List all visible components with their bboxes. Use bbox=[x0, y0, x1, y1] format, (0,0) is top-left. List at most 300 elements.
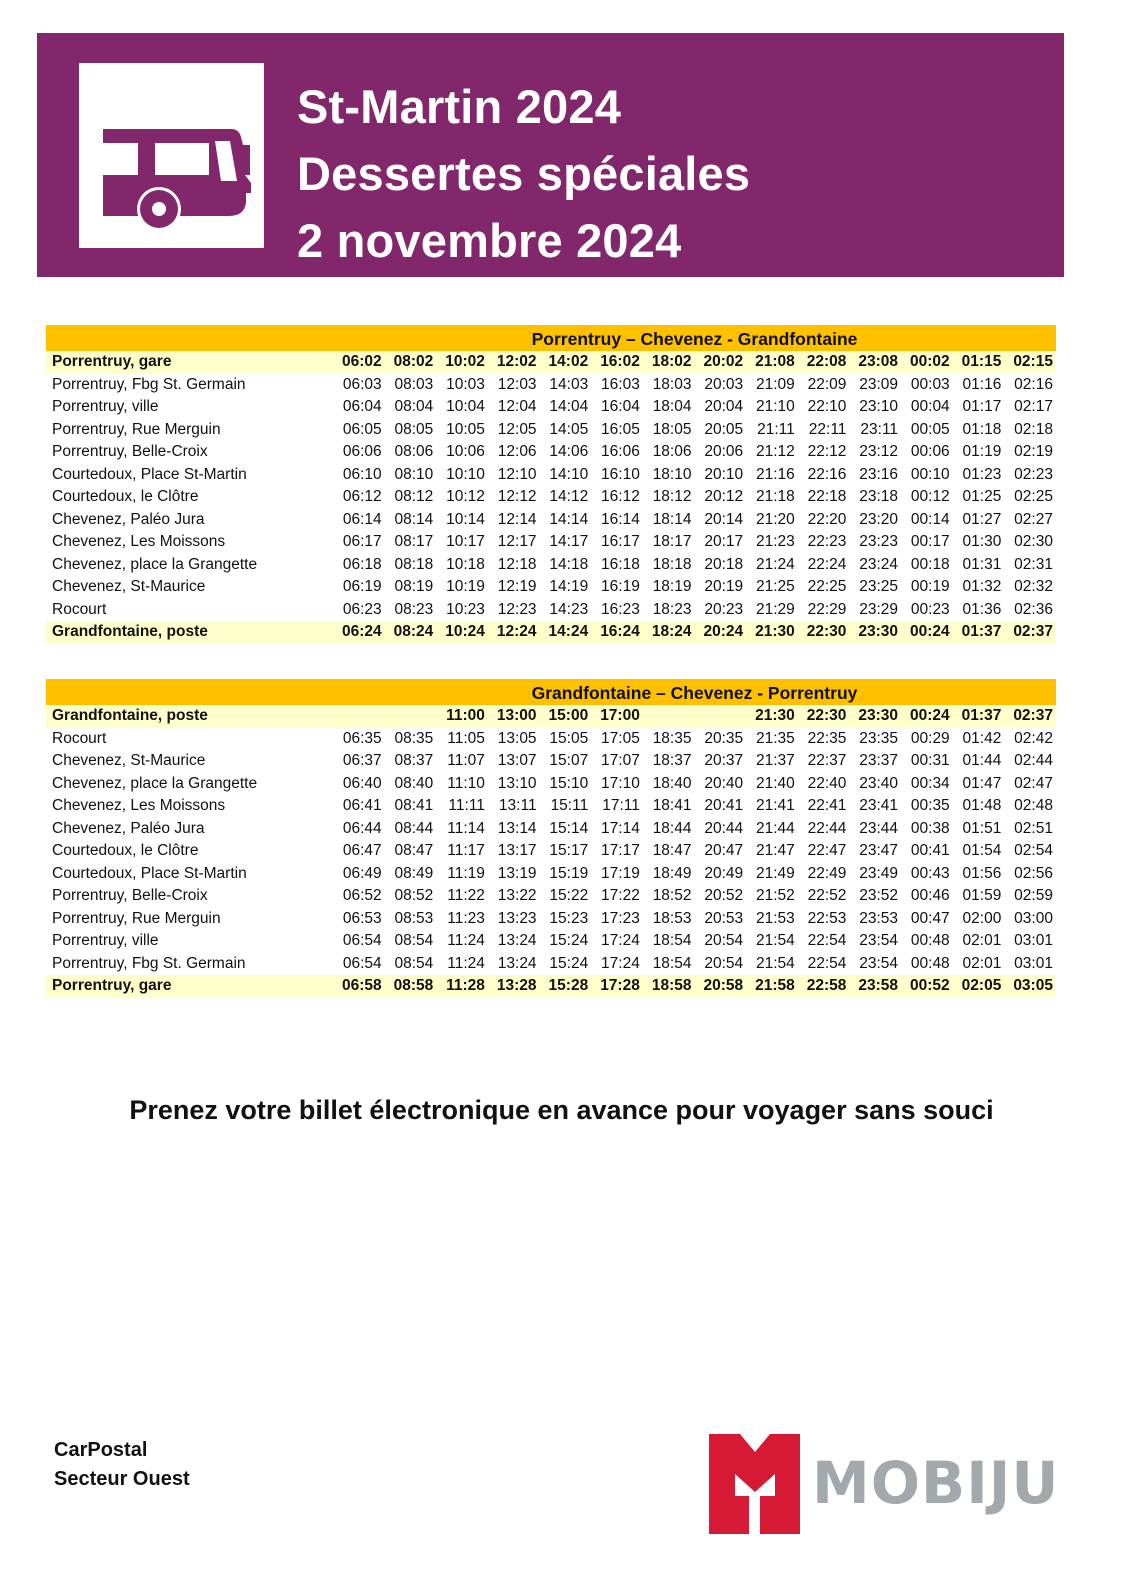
stop-name: Chevenez, St-Maurice bbox=[52, 752, 206, 769]
departure-time: 03:01 bbox=[1014, 954, 1053, 972]
departure-time: 21:54 bbox=[755, 932, 795, 949]
departure-time: 01:17 bbox=[962, 398, 1002, 415]
departure-time: 02:36 bbox=[1014, 600, 1053, 618]
stop-name: Chevenez, Les Moissons bbox=[52, 797, 226, 814]
departure-time: 18:02 bbox=[651, 353, 692, 370]
departure-time: 00:04 bbox=[910, 398, 950, 415]
departure-time: 18:19 bbox=[652, 578, 692, 595]
departure-time: 12:02 bbox=[496, 353, 537, 370]
departure-time: 06:54 bbox=[342, 932, 382, 949]
departure-time: 21:12 bbox=[755, 443, 795, 460]
departure-time: 12:19 bbox=[497, 578, 537, 595]
departure-time: 01:32 bbox=[962, 578, 1002, 595]
departure-time: 02:01 bbox=[962, 954, 1002, 972]
departure-time: 20:37 bbox=[704, 752, 744, 769]
stop-name: Courtedoux, Place St-Martin bbox=[52, 465, 247, 483]
departure-time: 17:23 bbox=[601, 909, 640, 927]
departure-time: 00:34 bbox=[910, 774, 950, 792]
departure-time: 08:10 bbox=[394, 465, 434, 483]
departure-time: 03:05 bbox=[1013, 977, 1053, 994]
departure-time: 23:25 bbox=[859, 578, 899, 595]
departure-time: 20:04 bbox=[704, 398, 744, 415]
departure-time: 22:10 bbox=[807, 398, 847, 415]
departure-time: 20:12 bbox=[704, 488, 744, 505]
departure-time: 02:37 bbox=[1013, 707, 1053, 724]
departure-time: 20:18 bbox=[704, 555, 744, 573]
departure-time: 08:52 bbox=[394, 887, 434, 904]
departure-time: 20:35 bbox=[704, 729, 744, 747]
departure-time: 18:53 bbox=[652, 909, 692, 927]
departure-time: 02:15 bbox=[1013, 353, 1053, 370]
departure-time: 23:16 bbox=[859, 465, 899, 483]
departure-time: 22:16 bbox=[807, 465, 847, 483]
departure-time: 00:19 bbox=[910, 578, 950, 595]
timetable-row bbox=[46, 509, 1056, 532]
departure-time: 00:38 bbox=[910, 819, 950, 837]
departure-time: 08:58 bbox=[393, 977, 434, 994]
departure-time: 23:09 bbox=[859, 375, 899, 393]
departure-time: 15:05 bbox=[549, 729, 589, 747]
departure-time: 13:00 bbox=[496, 707, 537, 724]
departure-time: 08:49 bbox=[394, 864, 434, 882]
departure-time: 11:17 bbox=[447, 842, 485, 859]
stop-name: Porrentruy, Fbg St. Germain bbox=[52, 954, 246, 972]
departure-time: 02:27 bbox=[1014, 510, 1053, 528]
departure-time: 21:16 bbox=[755, 465, 795, 483]
departure-time: 17:10 bbox=[601, 774, 640, 792]
departure-time: 21:53 bbox=[755, 909, 795, 927]
departure-time: 06:41 bbox=[342, 797, 382, 814]
operator-info bbox=[54, 1436, 190, 1494]
departure-time: 20:49 bbox=[704, 864, 744, 882]
departure-time: 22:23 bbox=[807, 533, 847, 550]
departure-time: 18:35 bbox=[652, 729, 692, 747]
departure-time: 14:19 bbox=[549, 578, 589, 595]
departure-time: 17:17 bbox=[601, 842, 640, 859]
timetable-row bbox=[46, 930, 1056, 953]
departure-time: 01:56 bbox=[962, 864, 1002, 882]
departure-time: 14:06 bbox=[549, 443, 589, 460]
departure-time: 08:23 bbox=[394, 600, 434, 618]
departure-time: 14:24 bbox=[548, 623, 589, 640]
departure-time: 21:20 bbox=[755, 510, 795, 528]
departure-time: 10:04 bbox=[446, 398, 485, 415]
departure-time: 22:47 bbox=[807, 842, 847, 859]
departure-time: 08:53 bbox=[394, 909, 434, 927]
departure-time: 16:24 bbox=[600, 623, 640, 640]
departure-time: 21:58 bbox=[755, 977, 795, 994]
departure-time: 06:49 bbox=[342, 864, 382, 882]
departure-time: 08:40 bbox=[394, 774, 434, 792]
timetable-return bbox=[46, 679, 1056, 998]
departure-time: 23:53 bbox=[859, 909, 899, 927]
departure-time: 02:19 bbox=[1014, 443, 1053, 460]
departure-time: 10:03 bbox=[446, 375, 485, 393]
stop-name: Porrentruy, ville bbox=[52, 398, 159, 415]
departure-time: 06:04 bbox=[342, 398, 382, 415]
departure-time: 20:47 bbox=[704, 842, 744, 859]
departure-time: 20:53 bbox=[704, 909, 744, 927]
departure-time: 23:08 bbox=[858, 353, 899, 370]
departure-time: 20:17 bbox=[704, 533, 744, 550]
departure-time: 21:29 bbox=[755, 600, 795, 618]
departure-time: 17:11 bbox=[602, 797, 640, 814]
departure-time: 23:30 bbox=[858, 707, 899, 724]
departure-time: 16:19 bbox=[601, 578, 640, 595]
departure-time: 22:12 bbox=[807, 443, 847, 460]
departure-time: 15:17 bbox=[549, 842, 589, 859]
departure-time: 23:44 bbox=[859, 819, 899, 837]
departure-time: 12:23 bbox=[497, 600, 537, 618]
stop-name: Chevenez, place la Grangette bbox=[52, 555, 258, 573]
departure-time: 21:37 bbox=[755, 752, 795, 769]
bus-icon-box bbox=[79, 63, 264, 248]
departure-time: 18:03 bbox=[652, 375, 692, 393]
departure-time: 02:37 bbox=[1013, 623, 1053, 640]
timetable-title: Porrentruy – Chevenez - Grandfontaine bbox=[46, 325, 1056, 351]
departure-time: 18:41 bbox=[652, 797, 692, 814]
departure-time: 14:18 bbox=[549, 555, 589, 573]
departure-time: 22:44 bbox=[807, 819, 847, 837]
departure-time: 02:51 bbox=[1014, 819, 1053, 837]
departure-time: 12:12 bbox=[497, 488, 537, 505]
departure-time: 23:10 bbox=[859, 398, 899, 415]
departure-time: 01:37 bbox=[961, 707, 1002, 724]
departure-time: 11:11 bbox=[448, 797, 485, 814]
departure-time: 02:31 bbox=[1014, 555, 1053, 573]
departure-time: 22:29 bbox=[807, 600, 847, 618]
departure-time: 20:02 bbox=[703, 353, 744, 370]
departure-time: 16:17 bbox=[601, 533, 640, 550]
stop-name: Chevenez, Paléo Jura bbox=[52, 819, 205, 837]
departure-time: 12:18 bbox=[497, 555, 537, 573]
title-line-1: St-Martin 2024 bbox=[297, 80, 622, 133]
promo-message: Prenez votre billet électronique en avance pour voyager sans souci bbox=[129, 1095, 994, 1125]
departure-time: 22:08 bbox=[806, 353, 847, 370]
departure-time: 11:05 bbox=[447, 729, 485, 747]
departure-time: 01:18 bbox=[962, 420, 1002, 438]
departure-time: 22:25 bbox=[807, 578, 847, 595]
stop-name: Grandfontaine, poste bbox=[52, 623, 208, 640]
departure-time: 21:40 bbox=[755, 774, 795, 792]
departure-time: 08:35 bbox=[394, 729, 434, 747]
departure-time: 08:47 bbox=[394, 842, 434, 859]
departure-time: 06:52 bbox=[342, 887, 382, 904]
stop-name: Porrentruy, gare bbox=[52, 977, 172, 994]
departure-time: 23:40 bbox=[859, 774, 899, 792]
departure-time: 10:05 bbox=[446, 420, 485, 438]
departure-time: 06:37 bbox=[342, 752, 382, 769]
timetable-row bbox=[46, 975, 1056, 998]
departure-time: 16:23 bbox=[601, 600, 640, 618]
timetable-row bbox=[46, 773, 1056, 796]
departure-time: 01:47 bbox=[962, 774, 1002, 792]
departure-time: 08:19 bbox=[394, 578, 434, 595]
departure-time: 17:24 bbox=[601, 932, 640, 949]
departure-time: 12:05 bbox=[497, 420, 537, 438]
departure-time: 08:02 bbox=[393, 353, 434, 370]
departure-time: 22:54 bbox=[807, 954, 847, 972]
mobiju-m-logo-icon bbox=[700, 1434, 800, 1534]
departure-time: 00:46 bbox=[910, 887, 950, 904]
stop-name: Porrentruy, Rue Merguin bbox=[52, 420, 221, 438]
timetable-row bbox=[46, 840, 1056, 863]
departure-time: 02:48 bbox=[1014, 797, 1053, 814]
departure-time: 14:10 bbox=[549, 465, 589, 483]
departure-time: 13:10 bbox=[497, 774, 537, 792]
departure-time: 08:37 bbox=[394, 752, 434, 769]
departure-time: 10:14 bbox=[446, 510, 485, 528]
departure-time: 01:15 bbox=[961, 353, 1002, 370]
departure-time: 10:12 bbox=[446, 488, 485, 505]
title-line-3: 2 novembre 2024 bbox=[297, 214, 682, 267]
departure-time: 08:03 bbox=[394, 375, 434, 393]
departure-time: 13:14 bbox=[497, 819, 537, 837]
departure-time: 06:14 bbox=[342, 510, 382, 528]
departure-time: 21:35 bbox=[755, 729, 795, 747]
departure-time: 18:12 bbox=[652, 488, 692, 505]
departure-time: 01:19 bbox=[962, 443, 1002, 460]
departure-time: 02:44 bbox=[1014, 752, 1053, 769]
departure-time: 13:24 bbox=[497, 932, 537, 949]
departure-time: 14:02 bbox=[548, 353, 589, 370]
operator-name: CarPostal bbox=[54, 1439, 148, 1461]
departure-time: 21:18 bbox=[755, 488, 795, 505]
departure-time: 02:16 bbox=[1014, 375, 1053, 393]
departure-time: 01:23 bbox=[962, 465, 1002, 483]
departure-time: 03:00 bbox=[1014, 909, 1053, 927]
departure-time: 13:05 bbox=[497, 729, 537, 747]
departure-time: 16:18 bbox=[601, 555, 640, 573]
timetable-outbound bbox=[46, 325, 1056, 644]
departure-time: 00:18 bbox=[910, 555, 950, 573]
departure-time: 20:05 bbox=[704, 420, 744, 438]
departure-time: 21:44 bbox=[755, 819, 795, 837]
departure-time: 18:04 bbox=[652, 398, 692, 415]
stop-name: Porrentruy, Rue Merguin bbox=[52, 909, 221, 927]
departure-time: 23:24 bbox=[859, 555, 899, 573]
departure-time: 12:04 bbox=[497, 398, 537, 415]
departure-time: 20:14 bbox=[704, 510, 744, 528]
departure-time: 14:04 bbox=[549, 398, 589, 415]
departure-time: 15:07 bbox=[549, 752, 589, 769]
departure-time: 14:23 bbox=[549, 600, 589, 618]
departure-time: 06:05 bbox=[342, 420, 382, 438]
departure-time: 03:01 bbox=[1014, 932, 1053, 949]
departure-time: 23:54 bbox=[859, 954, 899, 972]
stop-name: Porrentruy, gare bbox=[52, 353, 172, 370]
departure-time: 22:37 bbox=[807, 752, 847, 769]
departure-time: 00:31 bbox=[910, 752, 950, 769]
departure-time: 16:02 bbox=[600, 353, 640, 370]
departure-time: 11:10 bbox=[447, 774, 485, 792]
departure-time: 00:52 bbox=[910, 977, 950, 994]
departure-time: 15:00 bbox=[548, 707, 589, 724]
departure-time: 11:00 bbox=[446, 707, 485, 724]
title-line-2: Dessertes spéciales bbox=[297, 147, 751, 200]
departure-time: 23:54 bbox=[859, 932, 899, 949]
departure-time: 06:19 bbox=[342, 578, 382, 595]
departure-time: 15:24 bbox=[549, 932, 589, 949]
timetable-row bbox=[46, 396, 1056, 419]
stop-name: Rocourt bbox=[52, 729, 107, 747]
departure-time: 17:07 bbox=[601, 752, 640, 769]
departure-time: 11:19 bbox=[447, 864, 485, 882]
departure-time: 01:27 bbox=[962, 510, 1002, 528]
departure-time: 06:53 bbox=[342, 909, 382, 927]
departure-time bbox=[694, 705, 746, 728]
departure-time: 13:24 bbox=[497, 954, 537, 972]
departure-time: 21:54 bbox=[755, 954, 795, 972]
departure-time: 18:54 bbox=[652, 932, 692, 949]
departure-time: 06:40 bbox=[342, 774, 382, 792]
departure-time: 23:30 bbox=[858, 623, 899, 640]
departure-time: 23:23 bbox=[859, 533, 899, 550]
departure-time: 01:31 bbox=[962, 555, 1002, 573]
stop-name: Porrentruy, Belle-Croix bbox=[52, 887, 208, 904]
departure-time: 22:20 bbox=[807, 510, 847, 528]
departure-time: 02:17 bbox=[1014, 398, 1053, 415]
departure-time: 08:41 bbox=[394, 797, 434, 814]
stop-name: Courtedoux, Place St-Martin bbox=[52, 864, 247, 882]
departure-time: 23:37 bbox=[859, 752, 899, 769]
departure-time: 23:18 bbox=[859, 488, 899, 505]
departure-time: 08:04 bbox=[394, 398, 434, 415]
departure-time: 22:40 bbox=[807, 774, 847, 792]
departure-time: 22:52 bbox=[807, 887, 847, 904]
departure-time: 11:28 bbox=[446, 977, 485, 994]
departure-time: 10:17 bbox=[446, 533, 485, 550]
departure-time: 20:52 bbox=[704, 887, 744, 904]
departure-time: 08:54 bbox=[394, 932, 434, 949]
departure-time: 06:44 bbox=[342, 819, 382, 837]
departure-time: 08:18 bbox=[394, 555, 434, 573]
departure-time: 17:14 bbox=[601, 819, 640, 837]
departure-time: 13:07 bbox=[497, 752, 537, 769]
departure-time: 17:24 bbox=[601, 954, 640, 972]
departure-time: 23:11 bbox=[860, 420, 899, 438]
departure-time: 15:28 bbox=[548, 977, 589, 994]
departure-time: 21:52 bbox=[755, 887, 795, 904]
timetable-row bbox=[46, 705, 1056, 728]
timetable-title: Grandfontaine – Chevenez - Porrentruy bbox=[46, 679, 1056, 705]
departure-time: 12:17 bbox=[497, 533, 537, 550]
departure-time: 23:58 bbox=[858, 977, 899, 994]
departure-time: 10:18 bbox=[446, 555, 485, 573]
departure-time: 20:44 bbox=[704, 819, 744, 837]
departure-time: 22:24 bbox=[807, 555, 847, 573]
timetable-row bbox=[46, 351, 1056, 374]
timetable-row bbox=[46, 818, 1056, 841]
departure-time: 10:06 bbox=[446, 443, 485, 460]
page-title bbox=[297, 73, 750, 274]
departure-time: 21:23 bbox=[755, 533, 795, 550]
departure-time: 12:06 bbox=[497, 443, 537, 460]
departure-time: 12:10 bbox=[497, 465, 537, 483]
departure-time: 02:56 bbox=[1014, 864, 1053, 882]
stop-name: Courtedoux, le Clôtre bbox=[52, 842, 199, 859]
departure-time: 06:03 bbox=[342, 375, 382, 393]
departure-time: 02:23 bbox=[1014, 465, 1053, 483]
departure-time: 22:53 bbox=[807, 909, 847, 927]
departure-time: 06:24 bbox=[341, 623, 382, 640]
departure-time: 17:28 bbox=[600, 977, 640, 994]
departure-time: 15:24 bbox=[549, 954, 589, 972]
mobiju-logo bbox=[700, 1434, 1070, 1534]
departure-time: 08:17 bbox=[394, 533, 434, 550]
departure-time: 10:02 bbox=[445, 353, 485, 370]
departure-time: 22:30 bbox=[806, 623, 847, 640]
departure-time: 14:03 bbox=[549, 375, 589, 393]
departure-time: 13:22 bbox=[497, 887, 537, 904]
departure-time: 21:11 bbox=[757, 420, 795, 438]
departure-time: 17:22 bbox=[601, 887, 640, 904]
departure-time: 20:23 bbox=[704, 600, 744, 618]
departure-time: 18:17 bbox=[652, 533, 692, 550]
departure-time: 18:24 bbox=[651, 623, 692, 640]
departure-time: 00:41 bbox=[910, 842, 950, 859]
departure-time: 18:37 bbox=[652, 752, 692, 769]
timetable-row bbox=[46, 554, 1056, 577]
stop-name: Courtedoux, le Clôtre bbox=[52, 488, 199, 505]
departure-time: 00:02 bbox=[910, 353, 950, 370]
stop-name: Chevenez, St-Maurice bbox=[52, 578, 206, 595]
departure-time: 06:18 bbox=[342, 555, 382, 573]
departure-time: 06:35 bbox=[342, 729, 382, 747]
departure-time: 23:20 bbox=[859, 510, 899, 528]
departure-time: 06:06 bbox=[342, 443, 382, 460]
departure-time: 06:10 bbox=[342, 465, 382, 483]
departure-time: 02:54 bbox=[1014, 842, 1053, 859]
departure-time: 16:06 bbox=[601, 443, 640, 460]
departure-time: 23:29 bbox=[859, 600, 899, 618]
timetable-row bbox=[46, 599, 1056, 622]
departure-time: 08:44 bbox=[394, 819, 434, 837]
departure-time: 00:17 bbox=[910, 533, 950, 550]
departure-time: 14:17 bbox=[549, 533, 589, 550]
departure-time: 00:23 bbox=[910, 600, 950, 618]
bus-icon bbox=[79, 63, 264, 248]
stop-name: Rocourt bbox=[52, 600, 107, 618]
departure-time: 16:14 bbox=[601, 510, 640, 528]
departure-time: 06:47 bbox=[342, 842, 382, 859]
departure-time: 18:40 bbox=[652, 774, 692, 792]
timetable-row bbox=[46, 621, 1056, 644]
timetable-row bbox=[46, 531, 1056, 554]
timetable-row bbox=[46, 750, 1056, 773]
departure-time: 22:11 bbox=[808, 420, 847, 438]
departure-time: 18:23 bbox=[652, 600, 692, 618]
departure-time: 01:54 bbox=[962, 842, 1002, 859]
departure-time: 08:06 bbox=[394, 443, 434, 460]
departure-time: 21:10 bbox=[755, 398, 795, 415]
departure-time: 18:52 bbox=[652, 887, 692, 904]
timetable-row bbox=[46, 374, 1056, 397]
departure-time: 12:24 bbox=[496, 623, 537, 640]
departure-time: 21:47 bbox=[755, 842, 795, 859]
departure-time: 08:05 bbox=[394, 420, 434, 438]
departure-time: 20:40 bbox=[704, 774, 744, 792]
departure-time: 20:19 bbox=[704, 578, 744, 595]
departure-time: 21:24 bbox=[755, 555, 795, 573]
departure-time: 11:23 bbox=[447, 909, 485, 927]
departure-time: 18:54 bbox=[652, 954, 692, 972]
departure-time: 00:24 bbox=[910, 623, 950, 640]
departure-time: 20:54 bbox=[704, 932, 744, 949]
operator-sector: Secteur Ouest bbox=[54, 1468, 190, 1490]
stop-name: Chevenez, Paléo Jura bbox=[52, 510, 205, 528]
departure-time: 01:42 bbox=[962, 729, 1002, 747]
